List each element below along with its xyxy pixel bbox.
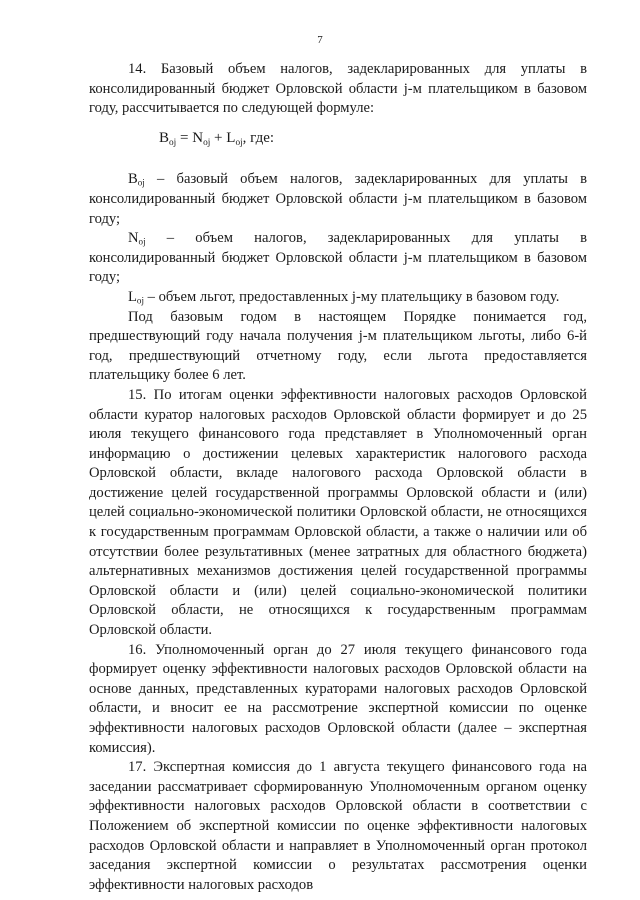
definition-n-symbol: N <box>128 230 139 247</box>
paragraph-17: 17. Экспертная комиссия до 1 августа текущего финансового года на заседании рассматривает сформированную Уполномоченным органом оценку эффективности налоговых расходов Орловской области в соответствии с Положением об экспертной комиссии по оценке эффективности налоговых расходов Орловской области и направляет в Уполномоченный орган протокол заседания экспертной комиссии о результатах рассмотрения оценки эффективности налоговых расходов <box>89 759 587 893</box>
definition-l-text: – объем льгот, предоставленных j-му плательщику в базовом году. <box>143 288 560 305</box>
definition-l-sub: oj <box>136 295 144 306</box>
paragraph-base-year: Под базовым годом в настоящем Порядке понимается год, предшествующий году начала получения j-м плательщиком льготы, либо 6-й год, предшествующий отчетному году, если льгота предоставляется плательщику более 6 лет. <box>89 308 587 384</box>
definition-l-symbol: L <box>128 288 137 305</box>
paragraph-16: 16. Уполномоченный орган до 27 июля текущего финансового года формирует оценку эффективности налоговых расходов Орловской области на основе данных, представленных кураторами налоговых расходов Орловской области, и вносит ее на рассмотрение экспертной комиссии по оценке эффективности налоговых расходов Орловской области (далее – экспертная комиссия). <box>89 641 587 756</box>
formula-plus: + <box>210 129 227 146</box>
formula-lhs: B <box>159 129 170 146</box>
definition-b-sub: oj <box>137 178 145 189</box>
formula-lhs-sub: oj <box>169 137 177 148</box>
paragraph-15: 15. По итогам оценки эффективности налоговых расходов Орловской области куратор налоговых расходов Орловской области формирует и до 25 июля текущего финансового года представляет в Уполномоченный орган информацию о достижении целевых характеристик налогового расхода Орловской области, вкладе налогового расхода Орловской области в достижение целей государственной программы Орловской области и (или) целей социально-экономической политики Орловской области, не относящихся к государственным программам Орловской области, а также о наличии или об отсутствии более результативных (менее затратных для областного бюджета) альтернативных механизмов достижения целей государственной программы Орловской области и (или) целей социально-экономической политики Орловской области, не относящихся к государственным программам Орловской области. <box>89 386 587 639</box>
definition-n <box>89 229 587 288</box>
definition-b-symbol: B <box>128 171 138 188</box>
formula-term-l-sub: oj <box>235 137 243 148</box>
definition-n-sub: oj <box>138 236 146 247</box>
document-body <box>89 60 587 895</box>
definition-b-text: – базовый объем налогов, задекларированных для уплаты в консолидированный бюджет Орловской области j-м плательщиком в базовом году; <box>89 171 587 227</box>
formula-eq: = <box>176 129 193 146</box>
page-number: 7 <box>317 34 323 46</box>
definition-n-text: – объем налогов, задекларированных для уплаты в консолидированный бюджет Орловской области j-м плательщиком в базовом году; <box>89 230 587 286</box>
formula <box>89 129 587 149</box>
formula-term-n: N <box>192 129 204 146</box>
formula-term-n-sub: oj <box>203 137 211 148</box>
formula-suffix: , где: <box>242 129 275 146</box>
definition-b <box>89 170 587 229</box>
paragraph-14: 14. Базовый объем налогов, задекларированных для уплаты в консолидированный бюджет Орловской области j-м плательщиком в базовом году, рассчитывается по следующей формуле: <box>89 61 587 117</box>
formula-term-l: L <box>226 129 236 146</box>
definition-l <box>89 288 587 308</box>
